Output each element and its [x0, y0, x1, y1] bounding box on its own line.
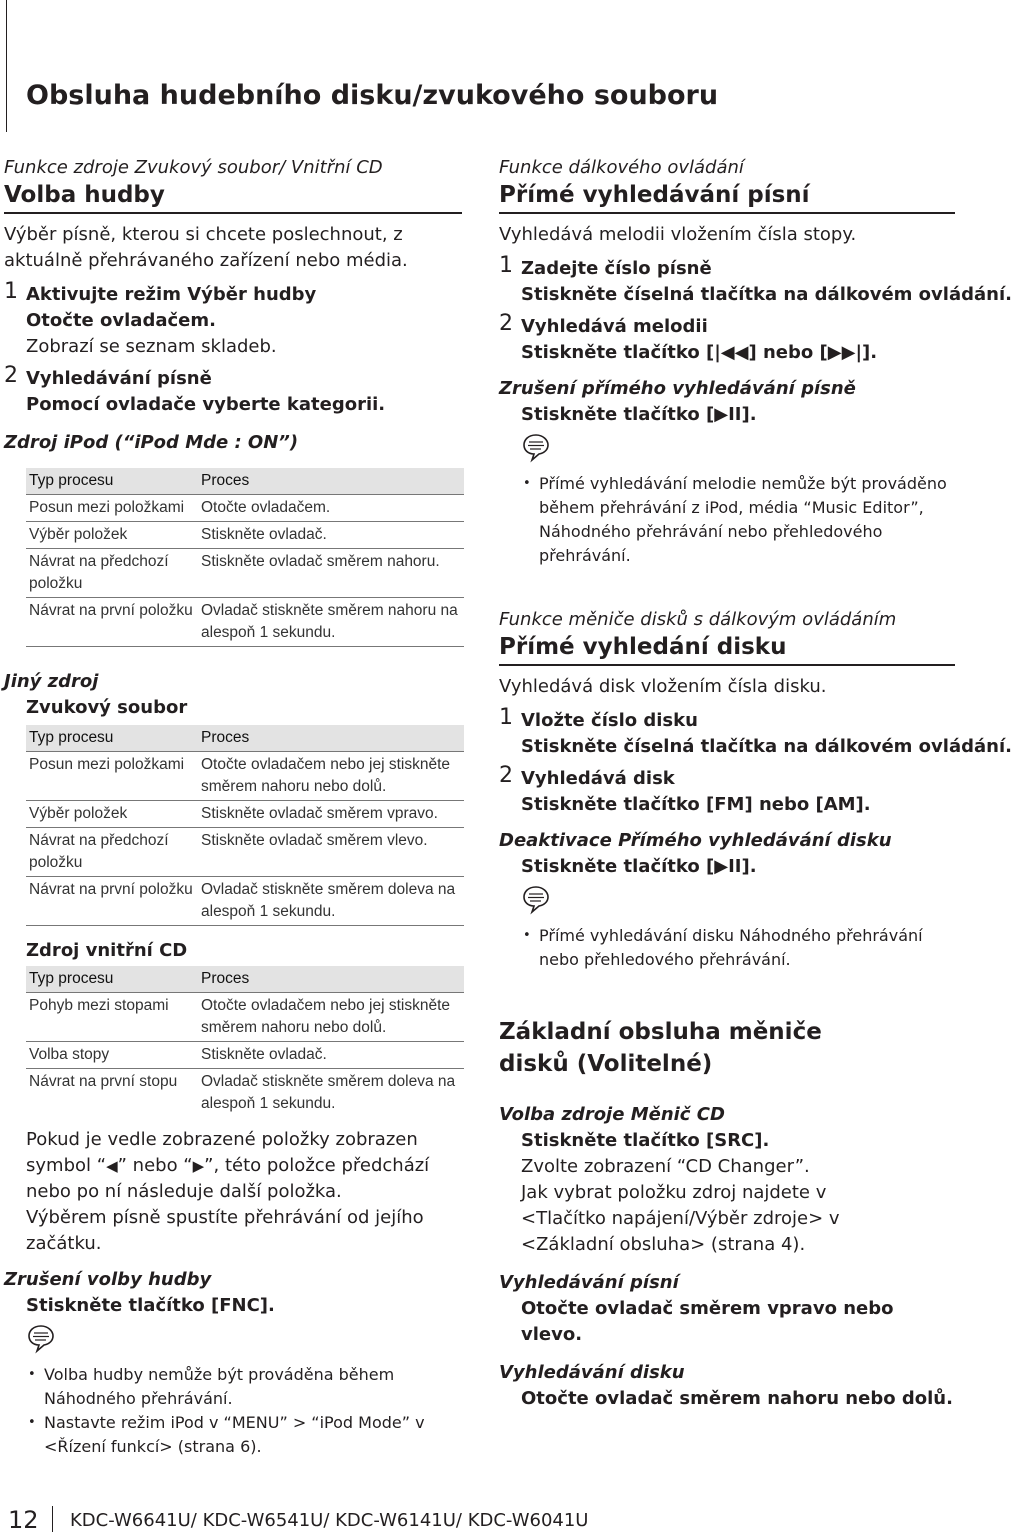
- step-action: Otočte ovladačem.: [26, 310, 216, 331]
- step-number: 1: [499, 705, 513, 730]
- cancel-heading: Deaktivace Přímého vyhledávání disku: [499, 830, 892, 851]
- note-item: • Přímé vyhledávání melodie nemůže být prováděno během přehrávání z iPod, média “Music Editor”, Náhodného přehrávání nebo přehledového přehrávání.: [539, 472, 955, 568]
- cell-type: Pohyb mezi stopami: [26, 993, 198, 1042]
- step-result: Zobrazí se seznam skladeb.: [26, 336, 277, 357]
- cancel-action: Stiskněte tlačítko [▶II].: [521, 856, 757, 877]
- cell-type: Výběr položek: [26, 522, 198, 549]
- select-source-heading: Volba zdroje Měnič CD: [499, 1104, 725, 1125]
- table-header-row: [26, 725, 464, 752]
- cell-process: Stiskněte ovladač směrem vpravo.: [198, 801, 464, 828]
- cell-process: Ovladač stiskněte směrem doleva na alespoň 1 sekundu.: [198, 877, 464, 926]
- select-result: Zvolte zobrazení “CD Changer”.: [521, 1156, 810, 1177]
- note-icon: [521, 884, 551, 914]
- cell-process: Otočte ovladačem nebo jej stiskněte směrem nahoru nebo dolů.: [198, 752, 464, 801]
- table-row: [26, 1042, 464, 1069]
- play-note: Výběrem písně spustíte přehrávání od jejího začátku.: [26, 1207, 424, 1254]
- step-number: 1: [4, 279, 18, 304]
- other-source-heading: Jiný zdroj: [4, 671, 99, 692]
- table-row: [26, 993, 464, 1042]
- symbol-note: [4, 1127, 462, 1205]
- table-row: [26, 877, 464, 926]
- section-label: Funkce dálkového ovládání: [499, 157, 744, 178]
- symbol-note-text: Pokud je vedle zobrazené položky zobrazen symbol “: [26, 1129, 418, 1176]
- left-arrow-icon: ◀: [106, 1157, 118, 1175]
- column-header: Proces: [198, 966, 464, 993]
- ipod-source-heading: Zdroj iPod (“iPod Mde : ON”): [4, 432, 299, 453]
- cd-table: [26, 966, 464, 1117]
- ipod-table: [26, 468, 464, 647]
- song-search-action: Otočte ovladač směrem vpravo nebo vlevo.: [521, 1298, 894, 1345]
- column-header: Typ procesu: [26, 966, 198, 993]
- step-title: Aktivujte režim Výběr hudby: [26, 284, 317, 305]
- basic-changer-heading: Základní obsluha měniče disků (Volitelné): [499, 1019, 822, 1077]
- column-header: Proces: [198, 725, 464, 752]
- cell-process: Ovladač stiskněte směrem nahoru na alespoň 1 sekundu.: [198, 598, 464, 647]
- step-1: [499, 705, 1012, 760]
- table-row: [26, 1069, 464, 1118]
- cell-process: Stiskněte ovladač směrem vlevo.: [198, 828, 464, 877]
- symbol-note-text: ”, této položce předchází nebo po ní následuje další položka.: [26, 1155, 430, 1202]
- page-number: 12: [8, 1506, 39, 1534]
- table-header-row: [26, 966, 464, 993]
- table-row: [26, 549, 464, 598]
- step-title: Vyhledávání písně: [26, 368, 212, 389]
- select-action: Stiskněte tlačítko [SRC].: [521, 1130, 770, 1151]
- audio-table: [26, 725, 464, 926]
- cell-type: Návrat na první položku: [26, 598, 198, 647]
- step-number: 1: [499, 253, 513, 278]
- cancel-heading: Zrušení přímého vyhledávání písně: [499, 378, 856, 399]
- right-arrow-icon: ▶: [192, 1157, 205, 1175]
- step-action: Stiskněte tlačítko [FM] nebo [AM].: [521, 794, 871, 815]
- step-title: Vyhledává disk: [521, 768, 675, 789]
- step-action: Stiskněte číselná tlačítka na dálkovém ovládání.: [521, 284, 1012, 305]
- note-item: • Nastavte režim iPod v “MENU” > “iPod Mode” v <Řízení funkcí> (strana 6).: [44, 1411, 462, 1459]
- cell-process: Stiskněte ovladač směrem nahoru.: [198, 549, 464, 598]
- table-row: [26, 495, 464, 522]
- disc-search-action: Otočte ovladač směrem nahoru nebo dolů.: [521, 1388, 953, 1409]
- cell-type: Návrat na předchozí položku: [26, 828, 198, 877]
- section-label: Funkce zdroje Zvukový soubor/ Vnitřní CD: [4, 157, 383, 178]
- cell-process: Otočte ovladačem nebo jej stiskněte směrem nahoru nebo dolů.: [198, 993, 464, 1042]
- section-title: Přímé vyhledání disku: [499, 632, 955, 666]
- cell-process: Stiskněte ovladač.: [198, 1042, 464, 1069]
- step-number: 2: [4, 363, 18, 388]
- cell-process: Otočte ovladačem.: [198, 495, 464, 522]
- cell-type: Návrat na první stopu: [29, 1073, 178, 1090]
- step-2: [499, 763, 955, 818]
- step-2: [499, 311, 955, 366]
- notes-list: [499, 924, 955, 972]
- note-icon: [521, 432, 551, 462]
- disc-search-heading: Vyhledávání disku: [499, 1362, 685, 1383]
- table-row: [26, 801, 464, 828]
- model-list: KDC-W6641U/ KDC-W6541U/ KDC-W6141U/ KDC-W6041U: [70, 1510, 589, 1531]
- table-row: [26, 598, 464, 647]
- right-column: [499, 156, 1012, 1412]
- note-item: • Volba hudby nemůže být prováděna během Náhodného přehrávání.: [44, 1363, 462, 1411]
- column-header: Proces: [198, 468, 464, 495]
- step-1: [499, 253, 1012, 308]
- table-row: [26, 828, 464, 877]
- intro-text: Vyhledává melodii vložením čísla stopy.: [499, 224, 857, 245]
- intro-text: Vyhledává disk vložením čísla disku.: [499, 676, 827, 697]
- step-1: [4, 279, 462, 360]
- footer-divider: [52, 1506, 53, 1532]
- note-icon: [26, 1323, 56, 1353]
- step-title: Vyhledává melodii: [521, 316, 708, 337]
- cancel-heading: Zrušení volby hudby: [4, 1269, 212, 1290]
- cell-type: Posun mezi položkami: [26, 752, 198, 801]
- cell-type: Návrat na předchozí položku: [26, 549, 198, 598]
- section-title: Přímé vyhledávání písní: [499, 180, 955, 214]
- cell-type: Výběr položek: [26, 801, 198, 828]
- select-reference: Jak vybrat položku zdroj najdete v <Tlačítko napájení/Výběr zdroje> v <Základní obsluha> (strana 4).: [521, 1182, 840, 1255]
- step-title: Vložte číslo disku: [521, 710, 698, 731]
- notes-list: [4, 1363, 462, 1459]
- column-header: Typ procesu: [26, 725, 198, 752]
- note-item: • Přímé vyhledávání disku Náhodného přehrávání nebo přehledového přehrávání.: [539, 924, 955, 972]
- step-action: Stiskněte tlačítko [|◀◀] nebo [▶▶|].: [521, 342, 878, 363]
- cell-process: Ovladač stiskněte směrem doleva na alespoň 1 sekundu.: [201, 1073, 456, 1112]
- cd-source-heading: Zdroj vnitřní CD: [26, 940, 188, 961]
- notes-list: [499, 472, 955, 568]
- cell-type: Návrat na první položku: [26, 877, 198, 926]
- step-number: 2: [499, 311, 513, 336]
- cancel-action: Stiskněte tlačítko [FNC].: [26, 1295, 275, 1316]
- step-action: Pomocí ovladače vyberte kategorii.: [26, 394, 386, 415]
- cell-type: Volba stopy: [26, 1042, 198, 1069]
- column-header: Typ procesu: [26, 468, 198, 495]
- cell-process: Stiskněte ovladač.: [198, 522, 464, 549]
- step-action: Stiskněte číselná tlačítka na dálkovém ovládání.: [521, 736, 1012, 757]
- table-row: [26, 522, 464, 549]
- song-search-heading: Vyhledávání písní: [499, 1272, 679, 1293]
- top-vertical-rule: [6, 0, 7, 132]
- section-title: Volba hudby: [4, 180, 462, 214]
- step-title: Zadejte číslo písně: [521, 258, 712, 279]
- table-header-row: [26, 468, 464, 495]
- audio-file-heading: Zvukový soubor: [26, 697, 188, 718]
- intro-text: Výběr písně, kterou si chcete poslechnout, z aktuálně přehrávaného zařízení nebo média.: [4, 224, 408, 271]
- step-number: 2: [499, 763, 513, 788]
- section-label: Funkce měniče disků s dálkovým ovládáním: [499, 609, 897, 630]
- cancel-action: Stiskněte tlačítko [▶II].: [521, 404, 757, 425]
- page-title: Obsluha hudebního disku/zvukového souboru: [26, 80, 719, 111]
- cell-type: Posun mezi položkami: [26, 495, 198, 522]
- symbol-note-text: ” nebo “: [117, 1155, 193, 1176]
- left-column: [4, 156, 462, 1459]
- step-2: [4, 363, 462, 418]
- table-row: [26, 752, 464, 801]
